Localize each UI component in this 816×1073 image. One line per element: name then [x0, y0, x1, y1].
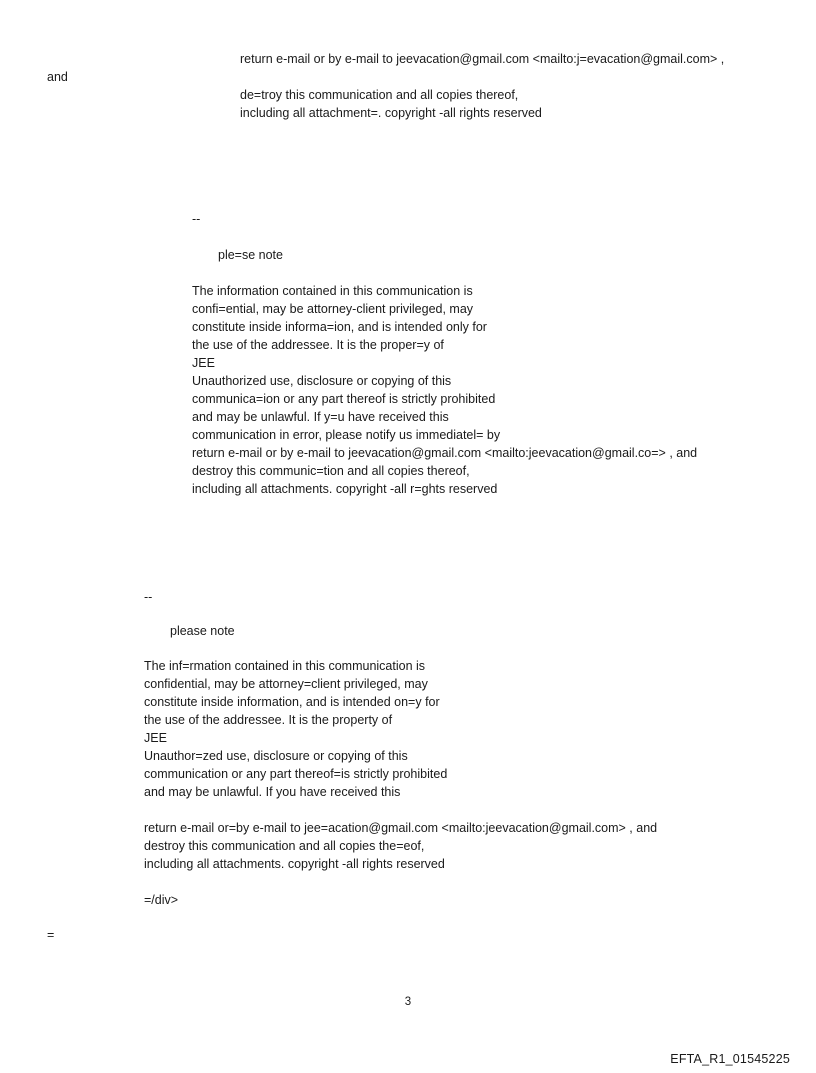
separator: -- — [192, 212, 201, 226]
text-line: the use of the addressee. It is the proper=y of — [192, 338, 444, 352]
text-line: return e-mail or by e-mail to jeevacation@gmail.com <mailto:j=evacation@gmail.com> , — [240, 52, 725, 66]
text-line: communication in error, please notify us immediatel= by — [192, 428, 501, 442]
text-line: de=troy this communication and all copies thereof, — [240, 88, 519, 102]
text-line: and may be unlawful. If y=u have received this — [192, 410, 449, 424]
text-line: confidential, may be attorney=client privileged, may — [144, 677, 428, 691]
text-line: Unauthorized use, disclosure or copying of this — [192, 374, 452, 388]
text-line: including all attachments. copyright -all rights reserved — [144, 857, 445, 871]
text-line: return e-mail or=by e-mail to jee=acation@gmail.com <mailto:jeevacation@gmail.com> , and — [144, 821, 658, 835]
text-line: The inf=rmation contained in this communication is — [144, 659, 426, 673]
text-line: JEE — [192, 356, 215, 370]
text-line: communication or any part thereof=is strictly prohibited — [144, 767, 448, 781]
text-line: constitute inside informa=ion, and is intended only for — [192, 320, 487, 334]
text-line: including all attachments. copyright -all r=ghts reserved — [192, 482, 498, 496]
text-line: the use of the addressee. It is the property of — [144, 713, 393, 727]
text-line: destroy this communication and all copies the=eof, — [144, 839, 425, 853]
text-line: and — [47, 70, 68, 84]
text-line: The information contained in this communication is — [192, 284, 473, 298]
section-heading: ple=se note — [218, 248, 283, 262]
text-line: return e-mail or by e-mail to jeevacation@gmail.com <mailto:jeevacation@gmail.co=> , and — [192, 446, 698, 460]
text-line: JEE — [144, 731, 167, 745]
text-line: Unauthor=zed use, disclosure or copying of this — [144, 749, 408, 763]
text-line: communica=ion or any part thereof is strictly prohibited — [192, 392, 496, 406]
page-number: 3 — [404, 996, 412, 1008]
text-line: constitute inside information, and is intended on=y for — [144, 695, 440, 709]
text-line: including all attachment=. copyright -all rights reserved — [240, 106, 542, 120]
separator: -- — [144, 590, 153, 604]
closing-tag-text: =/div> — [144, 893, 179, 907]
trailing-equals: = — [47, 928, 55, 942]
text-line: and may be unlawful. If you have received this — [144, 785, 401, 799]
text-line: confi=ential, may be attorney-client privileged, may — [192, 302, 474, 316]
section-heading: please note — [170, 624, 235, 638]
document-id: EFTA_R1_01545225 — [670, 1052, 790, 1066]
text-line: destroy this communic=tion and all copies thereof, — [192, 464, 470, 478]
